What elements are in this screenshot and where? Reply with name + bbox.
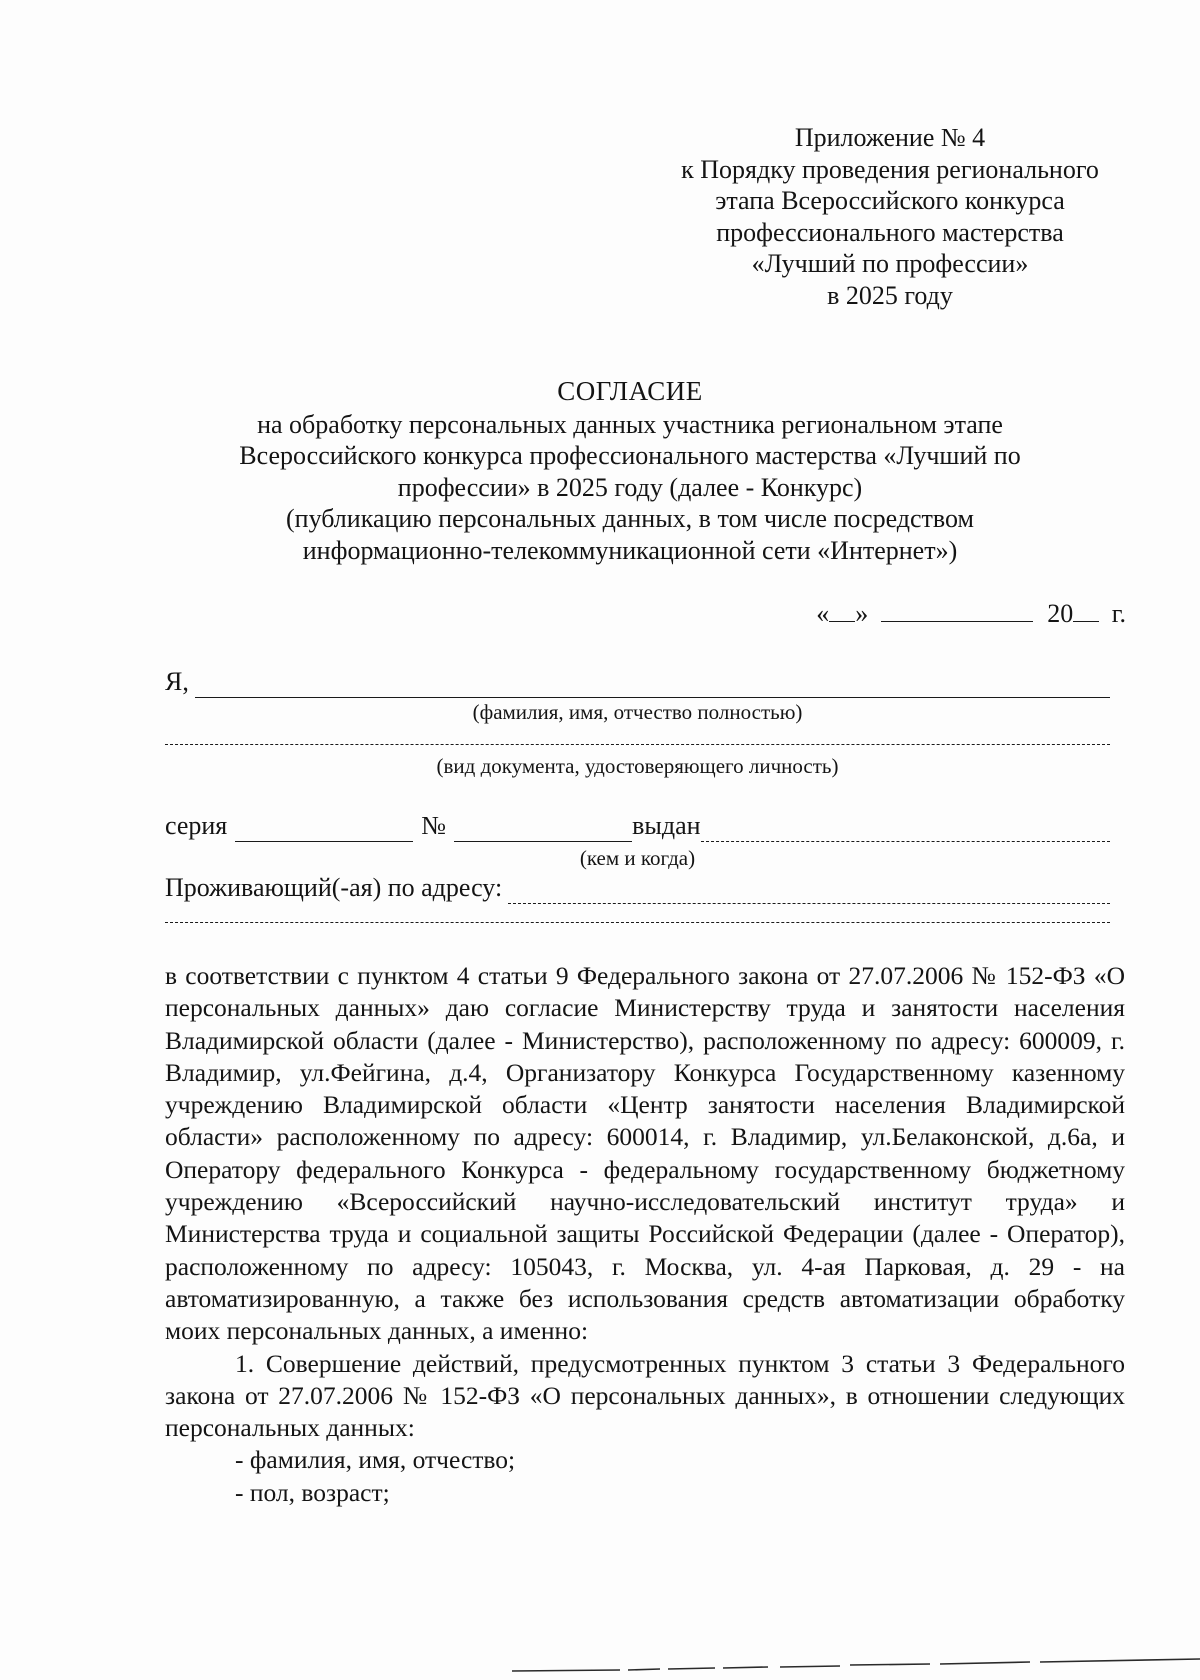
number-blank[interactable]: [454, 819, 632, 842]
doc-row: [165, 720, 1110, 745]
appendix-line: в 2025 году: [827, 280, 953, 310]
series-label: серия: [165, 811, 228, 840]
year-blank[interactable]: [1073, 599, 1099, 622]
date-close-quote: »: [855, 599, 869, 628]
doc-type-blank[interactable]: [165, 720, 1110, 745]
appendix-header: [640, 122, 1140, 311]
list-item: - фамилия, имя, отчество;: [235, 1445, 516, 1475]
list-item: - пол, возраст;: [235, 1477, 390, 1507]
subtitle-line: профессии» в 2025 году (далее - Конкурс): [397, 472, 863, 502]
date-line: [816, 598, 1126, 630]
title-block: [190, 376, 1070, 566]
i-label: Я,: [165, 667, 189, 696]
appendix-line: к Порядку проведения регионального: [681, 154, 1099, 184]
month-blank[interactable]: [881, 599, 1033, 622]
scan-edge-marks: [510, 1656, 1200, 1676]
number-label: №: [421, 811, 447, 840]
subtitle-line: информационно-телекоммуникационной сети «Интернет»): [302, 535, 958, 565]
issued-blank[interactable]: [701, 817, 1110, 842]
year-prefix: 20: [1047, 599, 1074, 628]
appendix-line: этапа Всероссийского конкурса: [715, 186, 1065, 215]
year-suffix: г.: [1111, 599, 1126, 628]
day-blank[interactable]: [829, 599, 855, 622]
subtitle-line: на обработку персональных данных участника региональном этапе: [257, 409, 1003, 439]
address-row-2: [165, 898, 1110, 923]
main-paragraph: в соответствии с пунктом 4 статьи 9 Федерального закона от 27.07.2006 № 152-ФЗ «О персональных данных» даю согласие Министерству труда и занятости населения Владимирской области (далее - Министерство), расположенному по адресу: 600009, г. Владимир, ул.Фейгина, д.4, Организатору Конкурса Государственному казенному учреждению Владимирской области «Центр занятости населения Владимирской области» расположенному по адресу: 600014, г. Владимир, ул.Белаконской, д.6а, и Оператору федерального Конкурса - федеральному государственному бюджетному учреждению «Всероссийский научно-исследовательский институт труда» и Министерства труда и социальной защиты Российской Федерации (далее - Оператор), расположенному по адресу: 105043, г. Москва, ул. 4-ая Парковая, д. 29 - на автоматизированную, а также без использования средств автоматизации обработку моих персональных данных, а именно:: [165, 961, 1125, 1346]
address-blank-2[interactable]: [165, 898, 1110, 923]
subtitle-line: (публикацию персональных данных, в том числе посредством: [286, 504, 974, 533]
appendix-line: Приложение № 4: [794, 123, 986, 152]
address-label: Проживающий(-ая) по адресу:: [165, 873, 503, 902]
series-blank[interactable]: [235, 819, 413, 842]
document-title: СОГЛАСИЕ: [557, 376, 703, 406]
fio-row: [165, 666, 1110, 698]
subtitle-line: Всероссийского конкурса профессионального мастерства «Лучший по: [239, 441, 1021, 470]
date-open-quote: «: [816, 599, 830, 628]
consent-body: [165, 960, 1125, 1509]
fio-blank[interactable]: [195, 673, 1110, 698]
issued-caption: (кем и когда): [579, 846, 696, 870]
doc-caption: (вид документа, удостоверяющего личность): [436, 754, 839, 778]
appendix-line: «Лучший по профессии»: [751, 249, 1029, 278]
appendix-line: профессионального мастерства: [716, 217, 1064, 247]
point-1: 1. Совершение действий, предусмотренных пунктом 3 статьи 3 Федерального закона от 27.07.2006 № 152-ФЗ «О персональных данных», в отношении следующих персональных данных:: [165, 1348, 1125, 1443]
fio-caption: (фамилия, имя, отчество полностью): [472, 700, 803, 724]
series-row: [165, 810, 1110, 842]
issued-label: выдан: [632, 811, 701, 840]
